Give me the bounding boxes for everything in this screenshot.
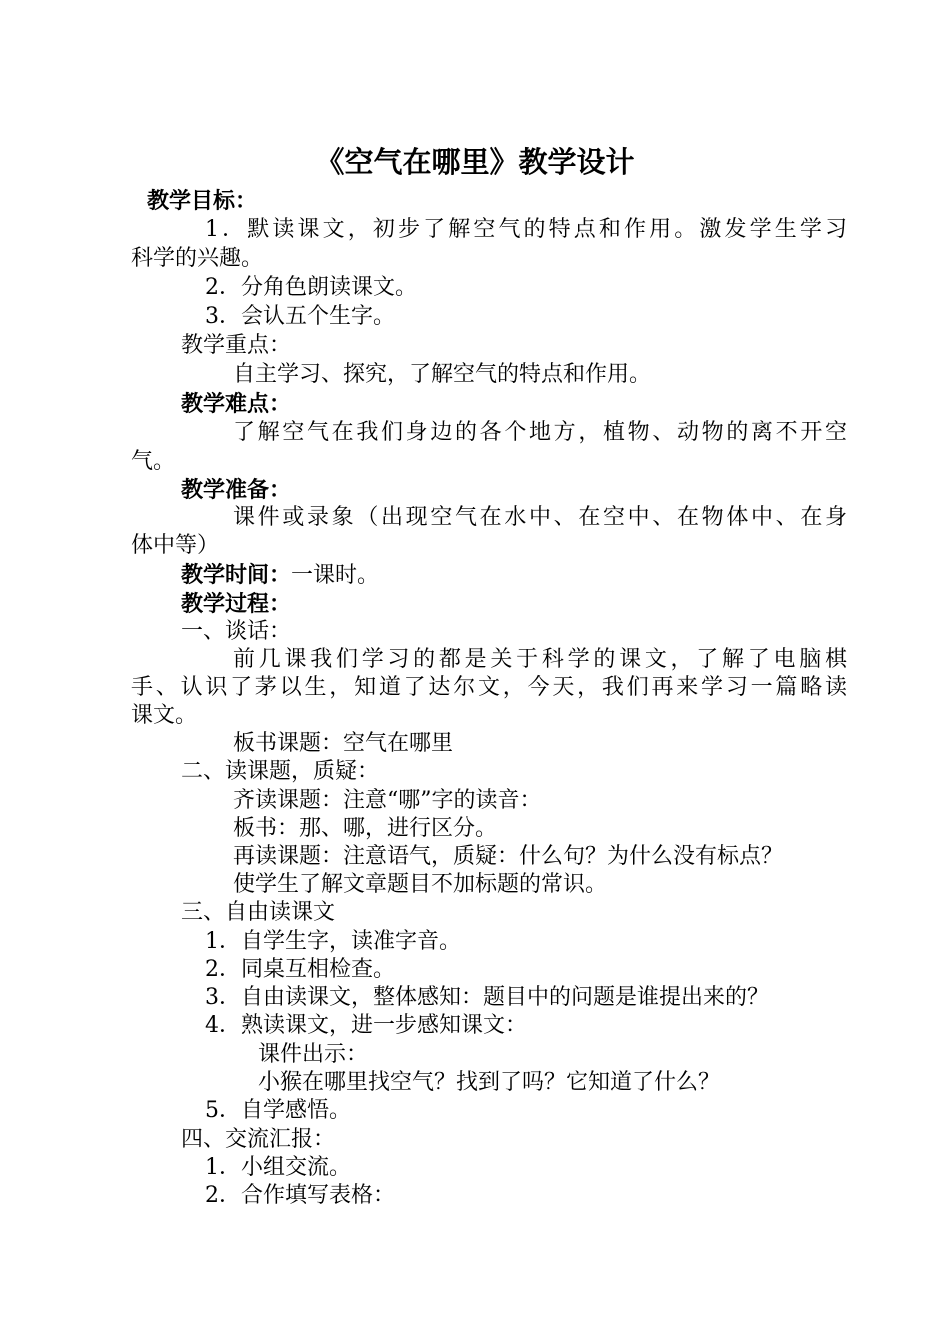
- section-3-item-5: 5．自学感悟。: [205, 1098, 351, 1123]
- section-3-heading: 三、自由读课文: [181, 900, 336, 925]
- preparation-heading: 教学准备：: [181, 477, 292, 503]
- section-4-item-2: 2．合作填写表格：: [205, 1183, 395, 1208]
- section-2-line-3: 再读课题：注意语气，质疑：什么句？为什么没有标点？: [233, 844, 784, 869]
- document-title: 《空气在哪里》教学设计: [315, 145, 635, 179]
- section-3-item-1: 1．自学生字，读准字音。: [205, 929, 461, 954]
- section-1-line-3: 课文。: [131, 703, 198, 728]
- objectives-heading: 教学目标：: [147, 188, 258, 214]
- section-3-item-4a: 课件出示：: [258, 1042, 369, 1067]
- time-heading: 教学时间：: [181, 562, 292, 588]
- process-heading: 教学过程：: [181, 591, 292, 617]
- section-3-item-4: 4．熟读课文，进一步感知课文：: [205, 1013, 527, 1038]
- section-3-item-2: 2．同桌互相检查。: [205, 957, 395, 982]
- section-3-item-3: 3．自由读课文，整体感知：题目中的问题是谁提出来的？: [205, 985, 769, 1010]
- time-value: 一课时。: [291, 563, 380, 588]
- section-1-heading: 一、谈话：: [181, 619, 292, 644]
- key-points-text: 自主学习、探究，了解空气的特点和作用。: [233, 362, 652, 387]
- time-row: [181, 561, 379, 590]
- objective-2: 2．分角色朗读课文。: [205, 275, 417, 300]
- difficulties-line-2: 气。: [131, 449, 176, 474]
- section-4-item-1: 1．小组交流。: [205, 1155, 351, 1180]
- section-3-item-4b: 小猴在哪里找空气？找到了吗？它知道了什么？: [258, 1070, 721, 1095]
- section-4-heading: 四、交流汇报：: [181, 1127, 336, 1152]
- section-2-heading: 二、读课题，质疑：: [181, 759, 380, 784]
- section-2-line-4: 使学生了解文章题目不加标题的常识。: [233, 872, 608, 897]
- objective-1-line-1: 1．默读课文，初步了解空气的特点和作用。激发学生学习: [205, 217, 847, 242]
- difficulties-heading: 教学难点：: [181, 391, 292, 417]
- section-1-board: 板书课题：空气在哪里: [233, 731, 454, 756]
- preparation-line-1: 课件或录象（出现空气在水中、在空中、在物体中、在身: [233, 505, 847, 530]
- section-2-line-1: 齐读课题：注意“哪”字的读音：: [233, 788, 542, 813]
- section-2-line-2: 板书：那、哪，进行区分。: [233, 816, 498, 841]
- objective-1-line-2: 科学的兴趣。: [131, 246, 264, 271]
- objective-3: 3．会认五个生字。: [205, 304, 395, 329]
- difficulties-line-1: 了解空气在我们身边的各个地方，植物、动物的离不开空: [233, 420, 847, 445]
- preparation-line-2: 体中等）: [131, 533, 220, 558]
- key-points-heading: 教学重点：: [181, 333, 292, 358]
- section-1-line-1: 前几课我们学习的都是关于科学的课文，了解了电脑棋: [233, 647, 847, 672]
- section-1-line-2: 手、认识了茅以生，知道了达尔文，今天，我们再来学习一篇略读: [131, 675, 847, 700]
